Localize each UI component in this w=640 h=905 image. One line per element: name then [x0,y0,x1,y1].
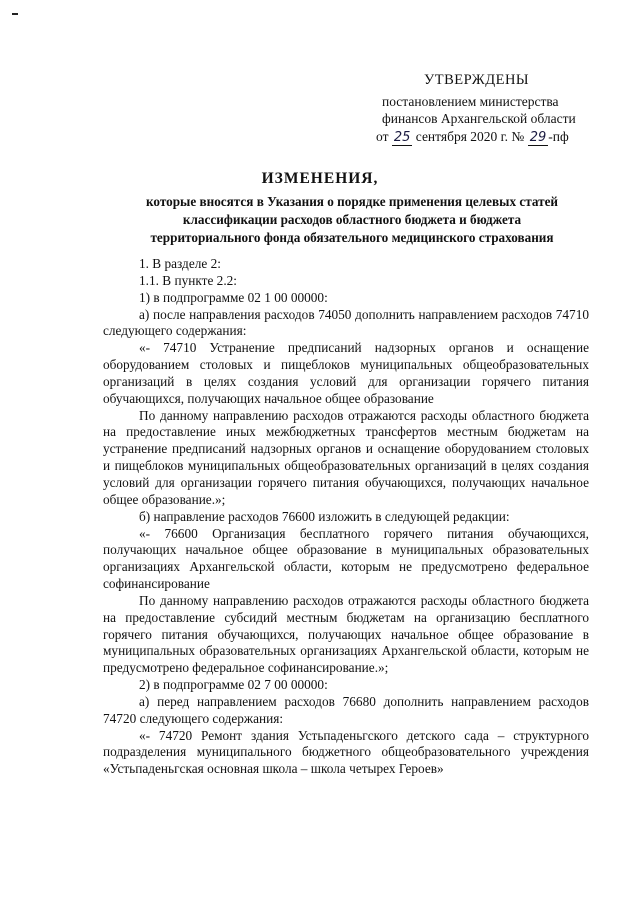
paragraph: 2) в подпрограмме 02 7 00 00000: [139,677,328,693]
document-title: ИЗМЕНЕНИЯ, [261,170,379,187]
document-subtitle [96,193,608,247]
corner-mark [12,13,18,15]
date-rest: сентября 2020 г. № [415,128,525,144]
paragraph: По данному направлению расходов отражаются расходы областного бюджета на предоставление иных межбюджетных трансфертов местным бюджетам на устранение предписаний надзорных органов и оснащение оборудованием столовых и пищеблоков муниципальных общеобразовательных организаций в целях создания условий для организации горячего питания обучающихся, получающих начальное общее образование.»; [103,407,589,507]
approval-line-2: финансов Архангельской области [382,111,576,126]
document-body [103,256,589,778]
handwritten-number: 29 [529,129,547,145]
paragraph: а) после направления расходов 74050 дополнить направлением расходов 74710 следующего содержания: [103,306,589,339]
approval-heading: УТВЕРЖДЕНЫ [424,72,530,88]
paragraph: «- 76600 Организация бесплатного горячего питания обучающихся, получающих начальное общее образование в муниципальных образовательных организациях Архангельской области, которым не предусмотрено федеральное софинансирование [103,525,589,592]
approval-line-1: постановлением министерства [382,93,559,109]
date-prefix: от [376,128,389,144]
paragraph: 1) в подпрограмме 02 1 00 00000: [139,289,328,305]
paragraph: а) перед направлением расходов 76680 дополнить направлением расходов 74720 следующего содержания: [103,693,589,726]
paragraph: б) направление расходов 76600 изложить в следующей редакции: [139,508,510,524]
paragraph: 1.1. В пункте 2.2: [139,272,237,288]
subtitle-line: территориального фонда обязательного медицинского страхования [150,230,554,245]
paragraph: «- 74710 Устранение предписаний надзорных органов и оснащение оборудованием столовых и пищеблоков муниципальных общеобразовательных организаций в целях создания условий для организации горячего питания обучающихся, получающих начальное общее образование [103,340,589,406]
handwritten-day: 25 [393,129,411,145]
paragraph: «- 74720 Ремонт здания Устьпаденьгского детского сада – структурного подразделения муниципального бюджетного общеобразовательного учреждения «Устьпаденьгская основная школа – школа четырех Героев» [103,727,589,777]
subtitle-line: которые вносятся в Указания о порядке применения целевых статей [145,194,559,209]
paragraph: По данному направлению расходов отражаются расходы областного бюджета на предоставление субсидий местным бюджетам на организацию бесплатного горячего питания обучающихся, получающих начальное общее образование в муниципальных образовательных организациях Архангельской области, которым не предусмотрено федеральное софинансирование.»; [103,592,589,676]
subtitle-line: классификации расходов областного бюджета и бюджета [182,212,522,227]
doc-suffix: -пф [548,128,569,144]
approval-date-line [376,128,608,147]
paragraph: 1. В разделе 2: [139,256,221,271]
approval-stamp [368,72,608,146]
